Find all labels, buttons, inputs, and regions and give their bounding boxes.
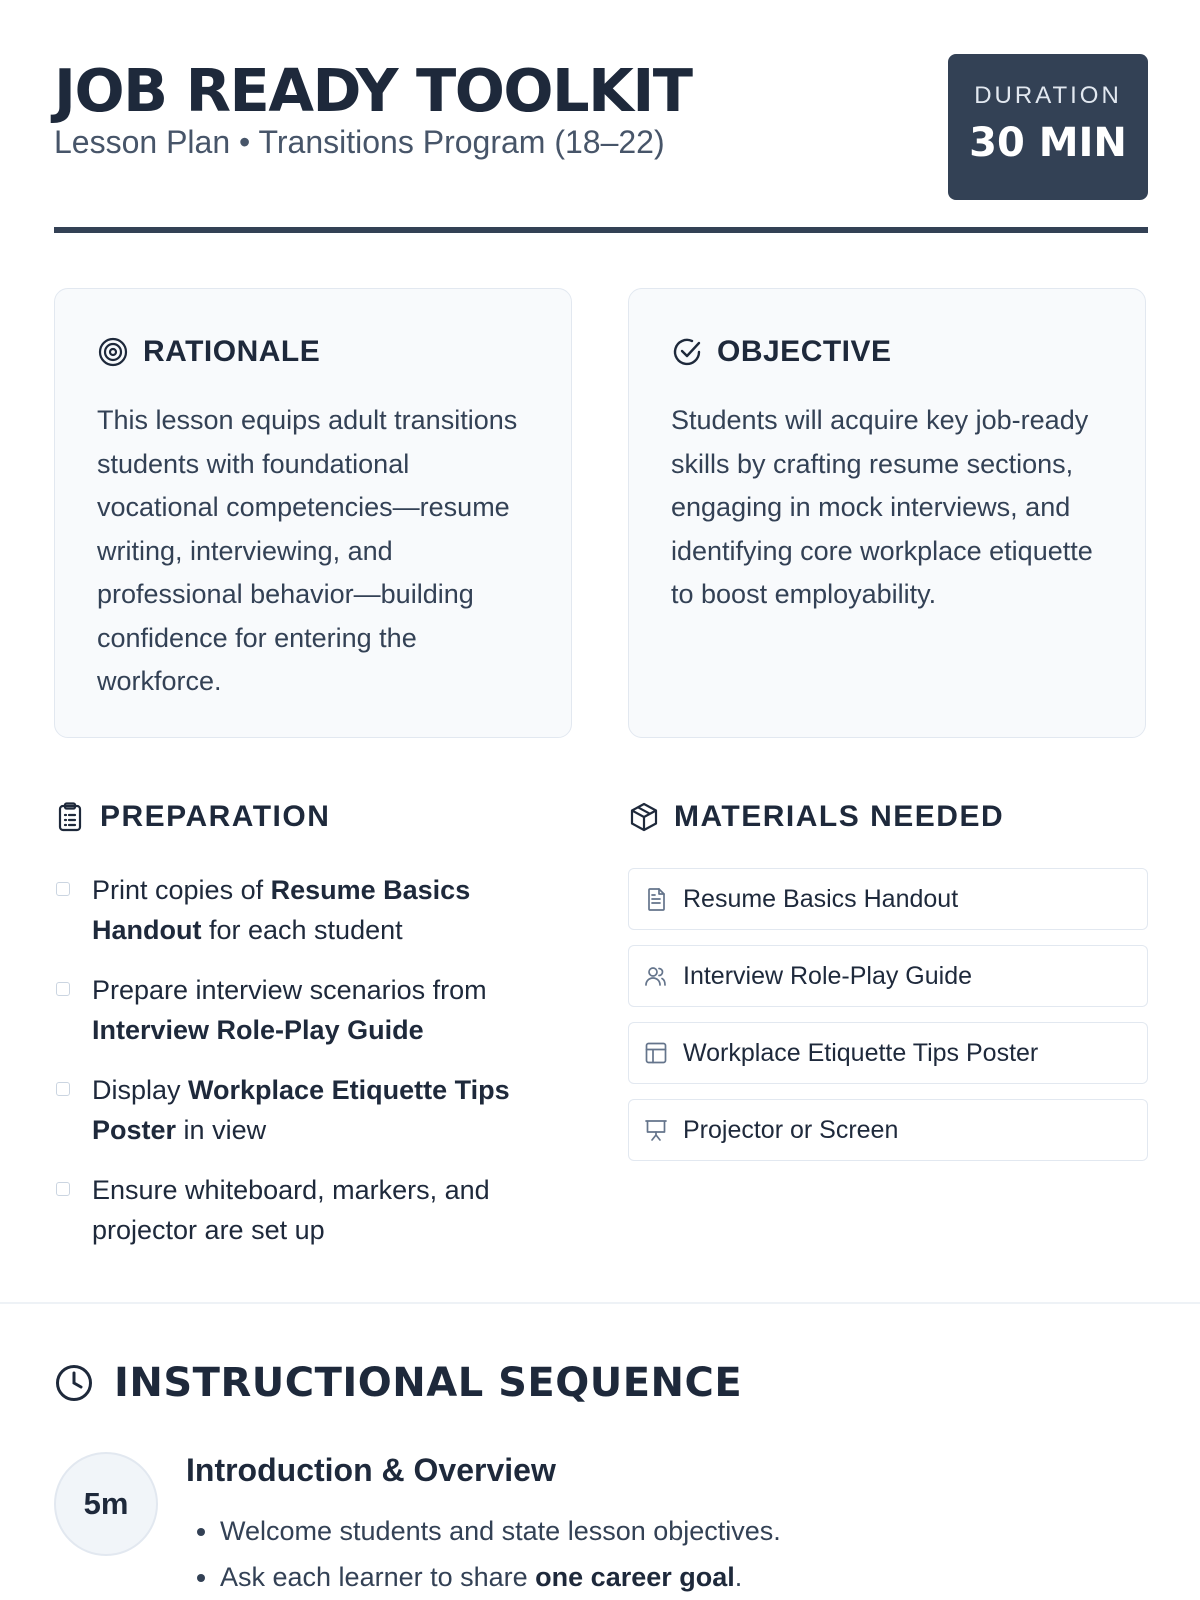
preparation-text: Ensure whiteboard, markers, and projector are set up xyxy=(92,1175,490,1245)
section-divider xyxy=(0,1302,1200,1304)
clipboard-icon xyxy=(54,801,86,833)
page-title: JOB READY TOOLKIT xyxy=(54,56,692,125)
objective-title: OBJECTIVE xyxy=(717,335,892,368)
step-bullet xyxy=(220,1508,781,1554)
step-duration-badge: 5m xyxy=(54,1452,158,1556)
preparation-title: PREPARATION xyxy=(100,800,331,833)
preparation-text: for each student xyxy=(201,915,403,945)
materials-title: MATERIALS NEEDED xyxy=(674,800,1005,833)
materials-list xyxy=(628,868,1148,1176)
duration-value: 30 MIN xyxy=(969,120,1127,166)
objective-text: Students will acquire key job-ready skills by crafting resume sections, engaging in mock interviews, and identifying core workplace etiquette to boost employability. xyxy=(671,405,1093,609)
checkbox-icon xyxy=(56,1182,70,1196)
preparation-text: in view xyxy=(176,1115,267,1145)
objective-card xyxy=(628,288,1146,738)
check-circle-icon xyxy=(671,336,703,368)
checkbox-icon xyxy=(56,882,70,896)
document-icon xyxy=(643,886,669,912)
step-text: . xyxy=(734,1562,743,1592)
material-item xyxy=(628,1099,1148,1161)
rationale-title: RATIONALE xyxy=(143,335,321,368)
step-text: Ask each learner to share xyxy=(220,1562,536,1592)
duration-label: DURATION xyxy=(974,82,1122,109)
objective-header xyxy=(671,335,892,369)
presentation-icon xyxy=(643,1117,669,1143)
preparation-text: Prepare interview scenarios from xyxy=(92,975,487,1005)
header xyxy=(54,54,1148,234)
duration-badge xyxy=(948,54,1148,200)
header-divider xyxy=(54,227,1148,233)
preparation-highlight: Interview Role-Play Guide xyxy=(92,1015,424,1045)
preparation-highlight: Workplace Etiquette Tips Poster xyxy=(92,1075,510,1145)
step-title: Introduction & Overview xyxy=(186,1452,556,1488)
rationale-text: This lesson equips adult transitions students with foundational vocational competencies—resume writing, interviewing, and professional behavior—building confidence for entering the workforce. xyxy=(97,405,518,696)
preparation-text: Display xyxy=(92,1075,189,1105)
preparation-highlight: Resume Basics Handout xyxy=(92,875,471,945)
users-icon xyxy=(643,963,669,989)
target-icon xyxy=(97,336,129,368)
step-bullet xyxy=(220,1554,781,1600)
clock-icon xyxy=(54,1363,94,1403)
step-highlight: one career goal xyxy=(535,1562,735,1592)
preparation-item xyxy=(54,970,534,1050)
layout-icon xyxy=(643,1040,669,1066)
preparation-header xyxy=(54,800,330,834)
material-item xyxy=(628,1022,1148,1084)
material-label: Resume Basics Handout xyxy=(683,884,959,913)
step-text: Welcome students and state lesson objectives. xyxy=(220,1516,781,1546)
material-item xyxy=(628,945,1148,1007)
sequence-header xyxy=(54,1360,742,1406)
material-label: Workplace Etiquette Tips Poster xyxy=(683,1038,1039,1067)
checkbox-icon xyxy=(56,1082,70,1096)
rationale-card xyxy=(54,288,572,738)
checkbox-icon xyxy=(56,982,70,996)
preparation-text: Print copies of xyxy=(92,875,271,905)
preparation-item xyxy=(54,870,534,950)
rationale-header xyxy=(97,335,320,369)
preparation-list xyxy=(54,870,534,1270)
preparation-item xyxy=(54,1170,534,1250)
sequence-title: INSTRUCTIONAL SEQUENCE xyxy=(114,1360,743,1406)
page-subtitle: Lesson Plan • Transitions Program (18–22) xyxy=(54,124,665,160)
material-label: Interview Role-Play Guide xyxy=(683,961,973,990)
preparation-item xyxy=(54,1070,534,1150)
material-item xyxy=(628,868,1148,930)
step-bullet-list xyxy=(186,1508,781,1600)
material-label: Projector or Screen xyxy=(683,1115,899,1144)
package-icon xyxy=(628,801,660,833)
materials-header xyxy=(628,800,1004,834)
